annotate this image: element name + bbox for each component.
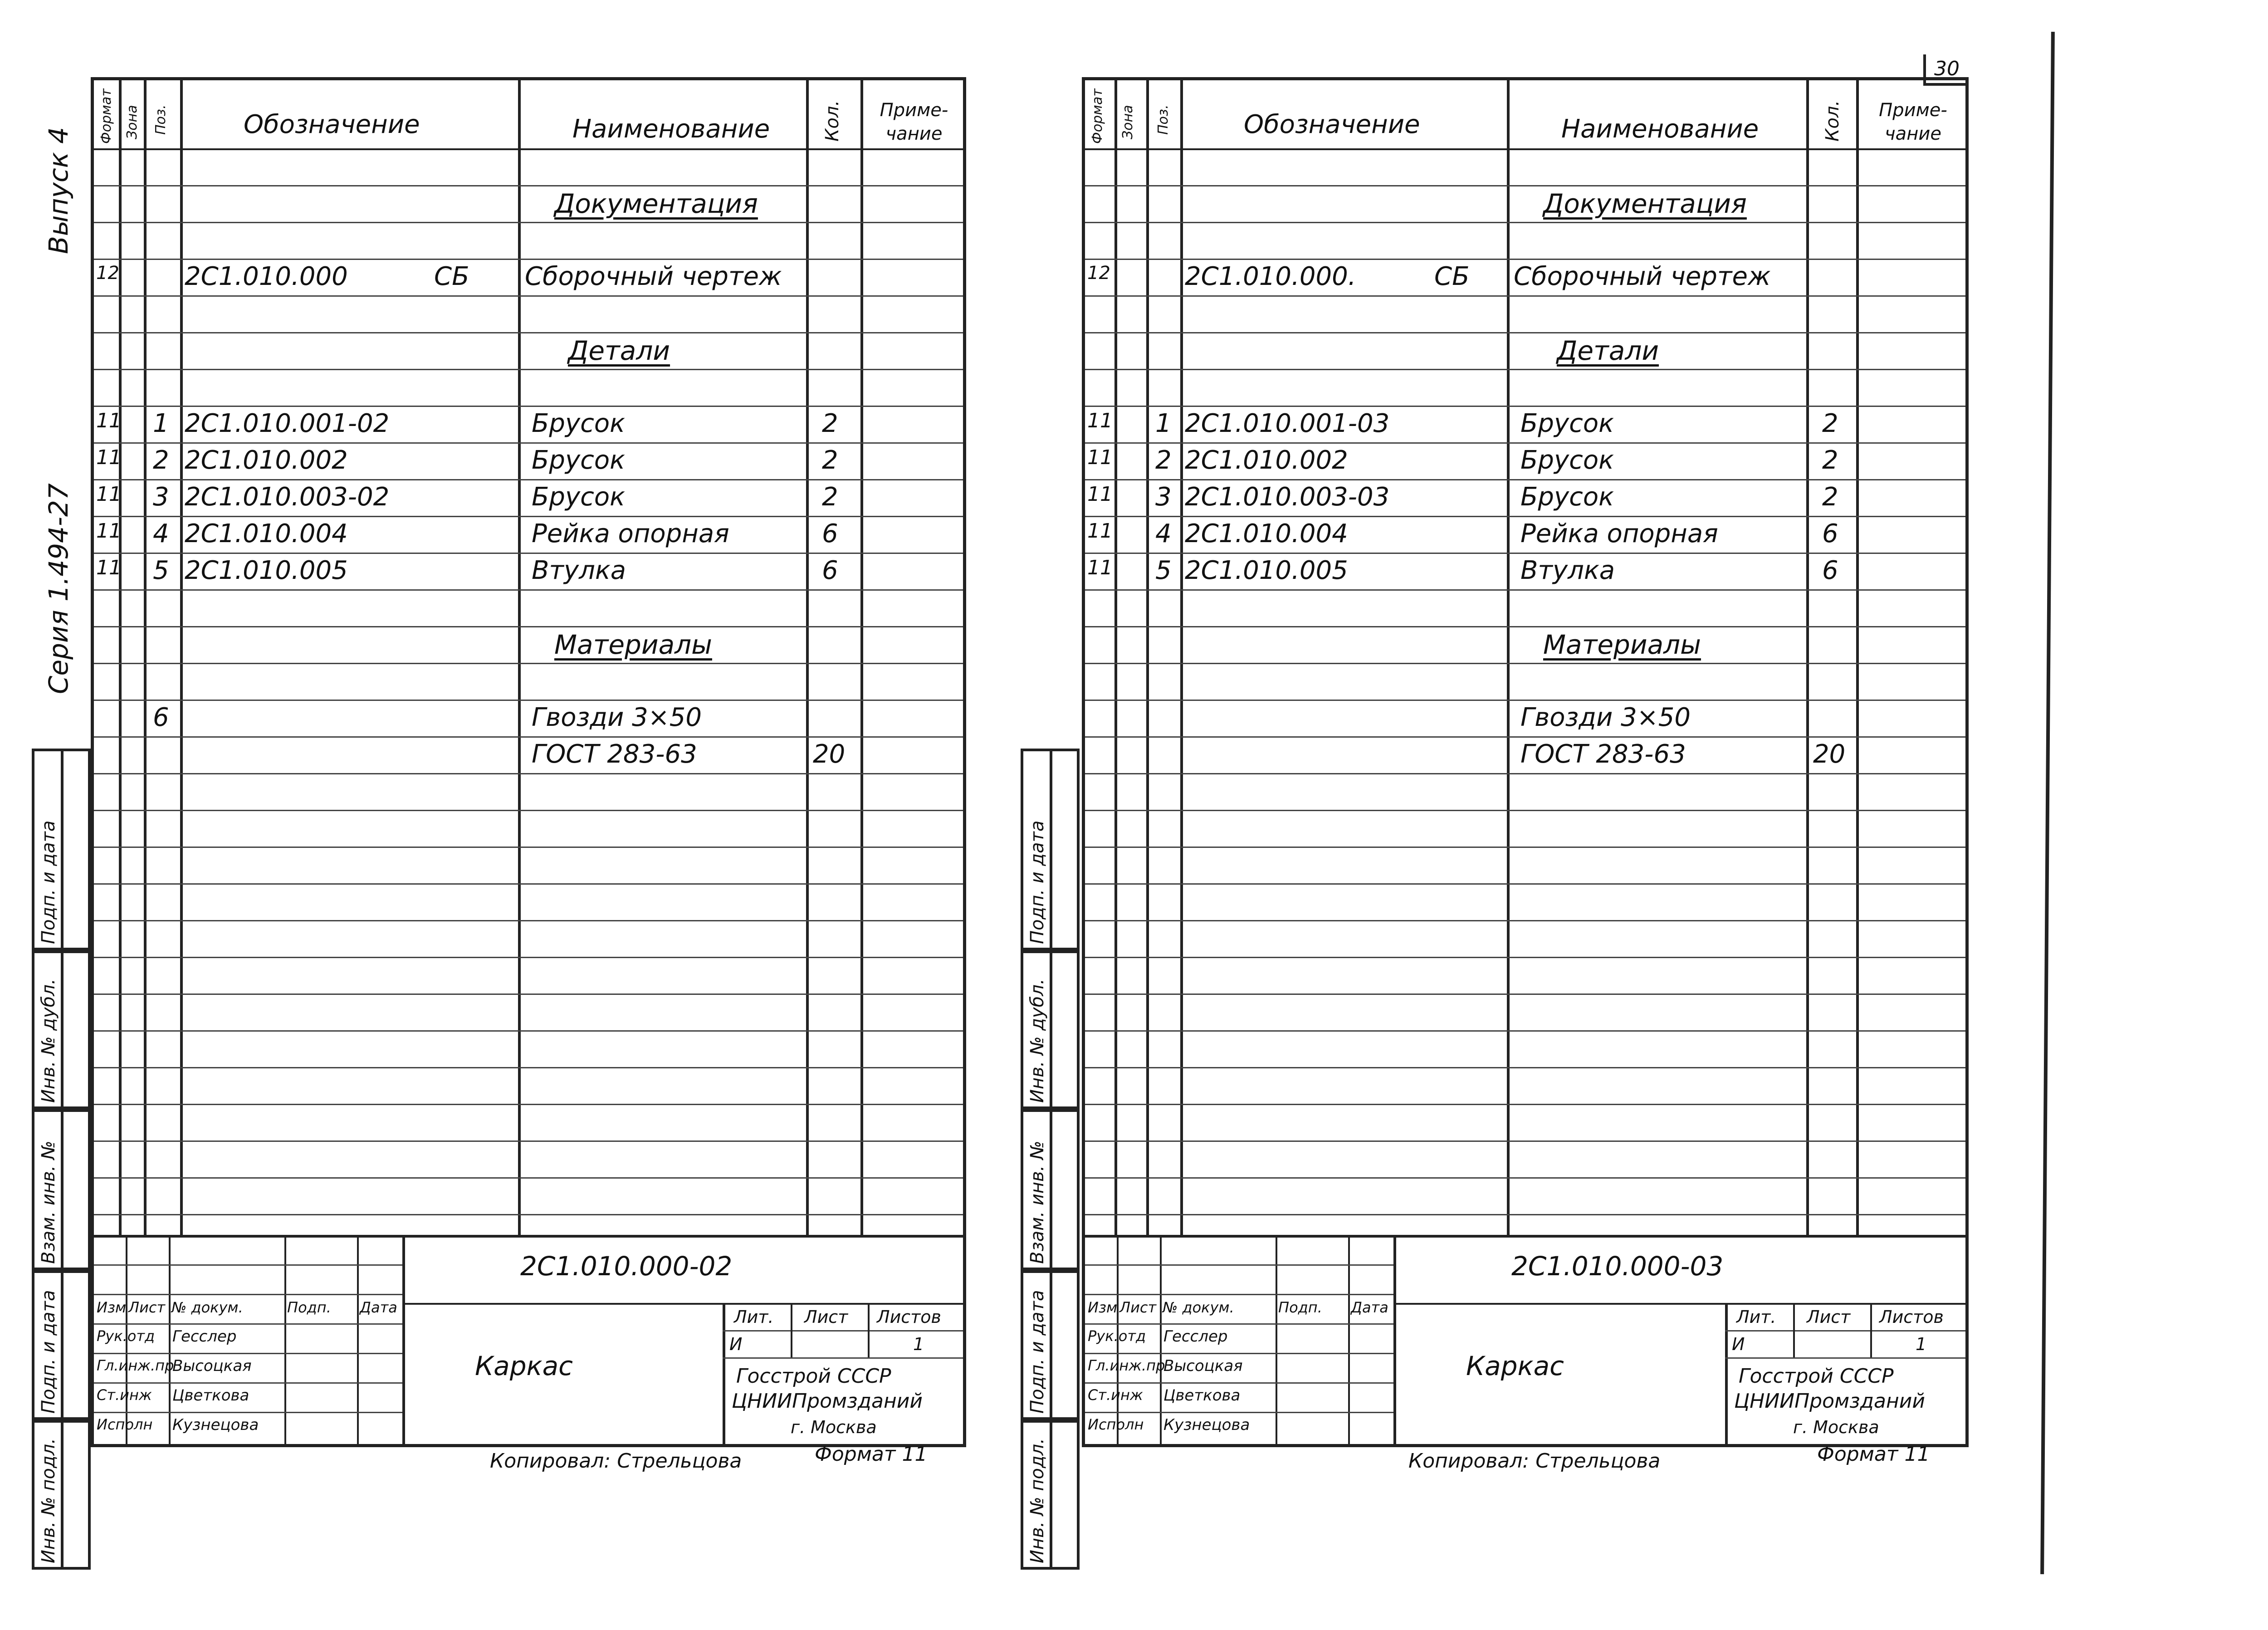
stamp-lit: Лит. bbox=[1736, 1307, 1776, 1327]
part-pos: 1 bbox=[153, 409, 169, 438]
section-materials: Материалы bbox=[554, 629, 712, 660]
stamp-title: Каркас bbox=[1466, 1351, 1564, 1381]
row-divider bbox=[1085, 479, 1965, 480]
section-parts: Детали bbox=[1557, 335, 1659, 366]
row-divider bbox=[1085, 1177, 1965, 1179]
part-qty: 6 bbox=[822, 519, 838, 548]
part-designation: 2С1.010.004 bbox=[185, 519, 348, 548]
doc-code: СБ bbox=[1434, 262, 1470, 291]
part-format: 11 bbox=[96, 556, 122, 579]
row-divider bbox=[1085, 626, 1965, 627]
header-note: Приме-чание bbox=[1879, 100, 1947, 144]
header-designation: Обозначение bbox=[244, 110, 420, 139]
margin-label: Подп. и дата bbox=[1027, 1290, 1048, 1414]
margin-blank bbox=[61, 1420, 91, 1570]
part-format: 11 bbox=[96, 409, 122, 432]
copied-by: Копировал: Стрельцова bbox=[1408, 1449, 1661, 1473]
part-name: Рейка опорная bbox=[532, 519, 729, 548]
col-divider bbox=[180, 80, 183, 1235]
stamp-doc-code: 2С1.010.000-02 bbox=[520, 1251, 733, 1282]
stamp-org1: Госстрой СССР bbox=[736, 1365, 891, 1388]
stamp-org3: г. Москва bbox=[791, 1417, 877, 1437]
part-designation: 2С1.010.001-02 bbox=[185, 409, 390, 438]
part-name: Брусок bbox=[1520, 482, 1614, 512]
row-divider bbox=[1085, 442, 1965, 444]
row-divider bbox=[1085, 810, 1965, 811]
stamp-col bbox=[402, 1235, 405, 1444]
copied-by: Копировал: Стрельцова bbox=[490, 1449, 742, 1473]
margin-cell bbox=[32, 1420, 64, 1570]
part-designation: 2С1.010.005 bbox=[185, 556, 348, 585]
part-qty: 2 bbox=[1822, 482, 1838, 512]
stamp-list: Лист bbox=[804, 1307, 848, 1327]
stamp-role: Рук.отд bbox=[1088, 1327, 1146, 1345]
part-name: Брусок bbox=[1520, 445, 1614, 475]
margin-blank bbox=[1050, 1270, 1080, 1420]
row-divider bbox=[94, 442, 963, 444]
material-name2: ГОСТ 283-63 bbox=[532, 739, 697, 769]
header-pos: Поз. bbox=[1155, 104, 1171, 135]
row-divider bbox=[1085, 222, 1965, 223]
row-divider bbox=[94, 369, 963, 370]
stamp-row bbox=[94, 1382, 402, 1384]
margin-cell bbox=[32, 749, 64, 950]
row-divider bbox=[94, 553, 963, 554]
part-designation: 2С1.010.003-02 bbox=[185, 482, 390, 512]
stamp-lit-val: И bbox=[1732, 1334, 1745, 1354]
stamp-row bbox=[94, 1412, 402, 1413]
row-divider bbox=[1085, 259, 1965, 260]
stamp-person: Гесслер bbox=[172, 1327, 237, 1346]
margin-cell bbox=[1021, 950, 1052, 1109]
part-name: Брусок bbox=[532, 445, 625, 475]
stamp-org3: г. Москва bbox=[1793, 1417, 1879, 1437]
margin-label: Подп. и дата bbox=[38, 1290, 59, 1414]
doc-name: Сборочный чертеж bbox=[525, 262, 782, 291]
col-divider bbox=[119, 80, 122, 1235]
part-format: 11 bbox=[1087, 409, 1113, 432]
row-divider bbox=[1085, 516, 1965, 517]
stamp-row bbox=[1085, 1382, 1393, 1384]
stamp-title-divider bbox=[1725, 1303, 1728, 1444]
row-divider bbox=[94, 332, 963, 333]
part-pos: 3 bbox=[153, 482, 169, 512]
row-divider bbox=[1085, 589, 1965, 591]
row-divider bbox=[94, 883, 963, 885]
row-divider bbox=[94, 1177, 963, 1179]
stamp-col-label: Подп. bbox=[287, 1299, 331, 1316]
margin-label: Инв. № подл. bbox=[1027, 1438, 1048, 1563]
stamp-org1: Госстрой СССР bbox=[1739, 1365, 1894, 1388]
format-label: Формат 11 bbox=[1817, 1443, 1930, 1466]
stamp-role: Рук.отд bbox=[97, 1327, 155, 1345]
stamp-person: Высоцкая bbox=[172, 1357, 252, 1375]
header-designation: Обозначение bbox=[1244, 110, 1420, 139]
header-format: Формат bbox=[98, 88, 114, 144]
margin-cell bbox=[32, 950, 64, 1109]
row-divider bbox=[1085, 406, 1965, 407]
row-divider bbox=[1085, 847, 1965, 848]
row-divider bbox=[94, 295, 963, 297]
part-qty: 2 bbox=[822, 409, 838, 438]
stamp-list-col bbox=[868, 1303, 870, 1357]
stamp-lit-divider bbox=[723, 1330, 963, 1331]
stamp-listov-val: 1 bbox=[1916, 1334, 1927, 1354]
stamp-person: Кузнецова bbox=[1163, 1416, 1250, 1434]
stamp-row bbox=[1085, 1323, 1393, 1325]
margin-blank bbox=[61, 950, 91, 1109]
part-name: Брусок bbox=[532, 409, 625, 438]
row-divider bbox=[1085, 994, 1965, 995]
row-divider bbox=[94, 479, 963, 480]
row-divider bbox=[94, 957, 963, 958]
stamp-lit-divider2 bbox=[1725, 1357, 1965, 1359]
row-divider bbox=[1085, 736, 1965, 738]
col-divider bbox=[1114, 80, 1117, 1235]
row-divider bbox=[1085, 883, 1965, 885]
margin-blank bbox=[1050, 1109, 1080, 1270]
part-designation: 2С1.010.001-03 bbox=[1185, 409, 1390, 438]
row-divider bbox=[1085, 1104, 1965, 1105]
row-divider bbox=[94, 1104, 963, 1105]
col-divider bbox=[518, 80, 521, 1235]
part-pos: 4 bbox=[1155, 519, 1172, 548]
doc-code: СБ bbox=[434, 262, 469, 291]
part-format: 11 bbox=[96, 519, 122, 543]
row-divider bbox=[1085, 369, 1965, 370]
margin-label: Взам. инв. № bbox=[38, 1141, 59, 1264]
row-divider bbox=[94, 700, 963, 701]
col-divider bbox=[806, 80, 809, 1235]
header-pos: Поз. bbox=[153, 104, 169, 135]
row-divider bbox=[94, 406, 963, 407]
row-divider bbox=[1085, 295, 1965, 297]
stamp-org2: ЦНИИПромзданий bbox=[1734, 1390, 1925, 1413]
row-divider bbox=[1085, 1214, 1965, 1215]
row-divider bbox=[1085, 332, 1965, 333]
page-number: 30 bbox=[1923, 54, 1968, 86]
doc-designation: 2С1.010.000 bbox=[185, 262, 348, 291]
stamp-listov: Листов bbox=[877, 1307, 941, 1327]
spec-sheet-right bbox=[1082, 77, 1969, 1447]
part-designation: 2С1.010.002 bbox=[185, 445, 348, 475]
part-pos: 2 bbox=[153, 445, 169, 475]
stamp-row bbox=[94, 1323, 402, 1325]
part-format: 11 bbox=[96, 446, 122, 469]
header-name: Наименование bbox=[572, 114, 770, 144]
row-divider bbox=[1085, 1141, 1965, 1142]
margin-label: Инв. № дубл. bbox=[1027, 979, 1048, 1103]
part-name: Брусок bbox=[1520, 409, 1614, 438]
row-divider bbox=[94, 810, 963, 811]
row-divider bbox=[1085, 185, 1965, 186]
col-divider bbox=[1856, 80, 1859, 1235]
part-pos: 3 bbox=[1155, 482, 1172, 512]
stamp-row bbox=[1085, 1294, 1393, 1295]
stamp-col-label: Изм bbox=[97, 1299, 127, 1316]
margin-blank bbox=[61, 1109, 91, 1270]
material-name1: Гвозди 3×50 bbox=[1520, 703, 1691, 732]
col-divider bbox=[1507, 80, 1510, 1235]
row-divider bbox=[94, 1214, 963, 1215]
doc-format: 12 bbox=[1087, 263, 1110, 284]
row-divider bbox=[94, 920, 963, 921]
stamp-row bbox=[1085, 1412, 1393, 1413]
part-format: 11 bbox=[1087, 446, 1113, 469]
part-qty: 2 bbox=[1822, 409, 1838, 438]
row-divider bbox=[1085, 700, 1965, 701]
material-pos: 6 bbox=[153, 703, 169, 732]
part-pos: 1 bbox=[1155, 409, 1172, 438]
row-divider bbox=[1085, 553, 1965, 554]
row-divider bbox=[94, 847, 963, 848]
stamp-doc-code: 2С1.010.000-03 bbox=[1511, 1251, 1724, 1282]
header-zone: Зона bbox=[124, 105, 140, 139]
header-qty: Кол. bbox=[822, 100, 843, 142]
material-name1: Гвозди 3×50 bbox=[532, 703, 702, 732]
stamp-row bbox=[1085, 1353, 1393, 1354]
stamp-row bbox=[94, 1294, 402, 1295]
header-divider bbox=[1085, 148, 1965, 150]
part-format: 11 bbox=[1087, 519, 1113, 543]
row-divider bbox=[1085, 920, 1965, 921]
stamp-col-label: Лист bbox=[128, 1299, 166, 1316]
part-qty: 2 bbox=[1822, 445, 1838, 475]
stamp-person: Цветкова bbox=[1163, 1386, 1241, 1405]
col-divider bbox=[1146, 80, 1149, 1235]
stamp-col-label: Дата bbox=[360, 1299, 397, 1316]
margin-label: Инв. № дубл. bbox=[38, 979, 59, 1103]
stamp-person: Цветкова bbox=[172, 1386, 249, 1405]
margin-cell bbox=[32, 1270, 64, 1420]
stamp-list-col bbox=[1870, 1303, 1872, 1357]
part-name: Втулка bbox=[532, 556, 626, 585]
margin-cell bbox=[1021, 1270, 1052, 1420]
part-format: 11 bbox=[96, 483, 122, 506]
stamp-col-label: Лист bbox=[1119, 1299, 1157, 1316]
stamp-title-divider bbox=[723, 1303, 725, 1444]
seria-label: Серия 1.494-27 bbox=[43, 483, 74, 694]
section-documentation: Документация bbox=[1543, 188, 1747, 219]
part-name: Брусок bbox=[532, 482, 625, 512]
row-divider bbox=[1085, 773, 1965, 774]
stamp-listov: Листов bbox=[1879, 1307, 1944, 1327]
row-divider bbox=[94, 1067, 963, 1068]
stamp-person: Гесслер bbox=[1163, 1327, 1228, 1346]
col-divider bbox=[144, 80, 147, 1235]
margin-blank bbox=[1050, 749, 1080, 950]
part-name: Втулка bbox=[1520, 556, 1615, 585]
stamp-role: Ст.инж bbox=[97, 1386, 152, 1404]
stamp-role: Исполн bbox=[97, 1416, 153, 1433]
doc-designation: 2С1.010.000. bbox=[1185, 262, 1356, 291]
header-name: Наименование bbox=[1561, 114, 1759, 144]
doc-name: Сборочный чертеж bbox=[1514, 262, 1771, 291]
stamp-col-label: № докум. bbox=[1163, 1299, 1234, 1316]
row-divider bbox=[94, 222, 963, 223]
row-divider bbox=[94, 516, 963, 517]
stamp-code-divider bbox=[1393, 1303, 1965, 1305]
doc-format: 12 bbox=[96, 263, 119, 284]
part-pos: 5 bbox=[1155, 556, 1172, 585]
material-name2: ГОСТ 283-63 bbox=[1520, 739, 1686, 769]
margin-label: Подп. и дата bbox=[38, 820, 59, 944]
part-name: Рейка опорная bbox=[1520, 519, 1718, 548]
part-designation: 2С1.010.003-03 bbox=[1185, 482, 1390, 512]
part-qty: 6 bbox=[822, 556, 838, 585]
part-format: 11 bbox=[1087, 556, 1113, 579]
row-divider bbox=[94, 185, 963, 186]
material-qty: 20 bbox=[1813, 739, 1846, 769]
section-parts: Детали bbox=[568, 335, 670, 366]
margin-blank bbox=[1050, 950, 1080, 1109]
row-divider bbox=[1085, 1030, 1965, 1032]
stamp-col bbox=[1393, 1235, 1396, 1444]
part-designation: 2С1.010.002 bbox=[1185, 445, 1348, 475]
margin-label: Подп. и дата bbox=[1027, 820, 1048, 944]
stamp-lit-divider2 bbox=[723, 1357, 963, 1359]
stamp-row bbox=[94, 1264, 402, 1266]
row-divider bbox=[94, 589, 963, 591]
stamp-role: Гл.инж.пр bbox=[97, 1357, 174, 1374]
part-qty: 2 bbox=[822, 482, 838, 512]
stamp-role: Гл.инж.пр bbox=[1088, 1357, 1165, 1374]
stamp-lit-val: И bbox=[729, 1334, 743, 1354]
title-block bbox=[1085, 1235, 1965, 1444]
part-pos: 4 bbox=[153, 519, 169, 548]
vypusk-label: Выпуск 4 bbox=[43, 127, 74, 254]
part-designation: 2С1.010.004 bbox=[1185, 519, 1348, 548]
row-divider bbox=[94, 663, 963, 664]
margin-blank bbox=[61, 749, 91, 950]
row-divider bbox=[1085, 663, 1965, 664]
header-divider bbox=[94, 148, 963, 150]
row-divider bbox=[1085, 1067, 1965, 1068]
stamp-col-label: Дата bbox=[1351, 1299, 1388, 1316]
stamp-code-divider bbox=[402, 1303, 963, 1305]
row-divider bbox=[94, 1030, 963, 1032]
col-divider bbox=[1180, 80, 1183, 1235]
margin-cell bbox=[1021, 749, 1052, 950]
stamp-role: Исполн bbox=[1088, 1416, 1144, 1433]
stamp-person: Кузнецова bbox=[172, 1416, 259, 1434]
stamp-person: Высоцкая bbox=[1163, 1357, 1243, 1375]
margin-label: Инв. № подл. bbox=[38, 1438, 59, 1563]
margin-label: Взам. инв. № bbox=[1027, 1141, 1048, 1264]
section-documentation: Документация bbox=[554, 188, 758, 219]
stamp-listov-val: 1 bbox=[913, 1334, 924, 1354]
stamp-title: Каркас bbox=[475, 1351, 573, 1381]
row-divider bbox=[94, 259, 963, 260]
stamp-lit-col bbox=[791, 1303, 792, 1357]
spec-sheet-left bbox=[91, 77, 966, 1447]
stamp-col-label: Подп. bbox=[1278, 1299, 1322, 1316]
row-divider bbox=[94, 626, 963, 627]
row-divider bbox=[94, 994, 963, 995]
margin-cell bbox=[1021, 1109, 1052, 1270]
stamp-lit-divider bbox=[1725, 1330, 1965, 1331]
part-qty: 6 bbox=[1822, 556, 1838, 585]
margin-blank bbox=[61, 1270, 91, 1420]
margin-blank bbox=[1050, 1420, 1080, 1570]
header-format: Формат bbox=[1090, 88, 1105, 144]
margin-cell bbox=[32, 1109, 64, 1270]
part-pos: 5 bbox=[153, 556, 169, 585]
part-qty: 6 bbox=[1822, 519, 1838, 548]
margin-cell bbox=[1021, 1420, 1052, 1570]
format-label: Формат 11 bbox=[815, 1443, 928, 1466]
part-pos: 2 bbox=[1155, 445, 1172, 475]
stamp-row bbox=[1085, 1264, 1393, 1266]
header-note: Приме-чание bbox=[880, 100, 948, 144]
section-materials: Материалы bbox=[1543, 629, 1701, 660]
col-divider bbox=[860, 80, 863, 1235]
title-block bbox=[94, 1235, 963, 1444]
row-divider bbox=[94, 736, 963, 738]
stamp-org2: ЦНИИПромзданий bbox=[732, 1390, 923, 1413]
stamp-lit-col bbox=[1793, 1303, 1795, 1357]
row-divider bbox=[94, 773, 963, 774]
row-divider bbox=[94, 1141, 963, 1142]
stamp-list: Лист bbox=[1807, 1307, 1851, 1327]
part-qty: 2 bbox=[822, 445, 838, 475]
row-divider bbox=[1085, 957, 1965, 958]
stamp-col-label: № докум. bbox=[171, 1299, 243, 1316]
header-qty: Кол. bbox=[1822, 100, 1843, 142]
material-qty: 20 bbox=[813, 739, 846, 769]
col-divider bbox=[1806, 80, 1809, 1235]
stamp-col-label: Изм bbox=[1088, 1299, 1118, 1316]
stamp-role: Ст.инж bbox=[1088, 1386, 1143, 1404]
part-designation: 2С1.010.005 bbox=[1185, 556, 1348, 585]
scan-border-line bbox=[2040, 32, 2055, 1574]
part-format: 11 bbox=[1087, 483, 1113, 506]
header-zone: Зона bbox=[1120, 105, 1136, 139]
stamp-row bbox=[94, 1353, 402, 1354]
stamp-lit: Лит. bbox=[734, 1307, 774, 1327]
